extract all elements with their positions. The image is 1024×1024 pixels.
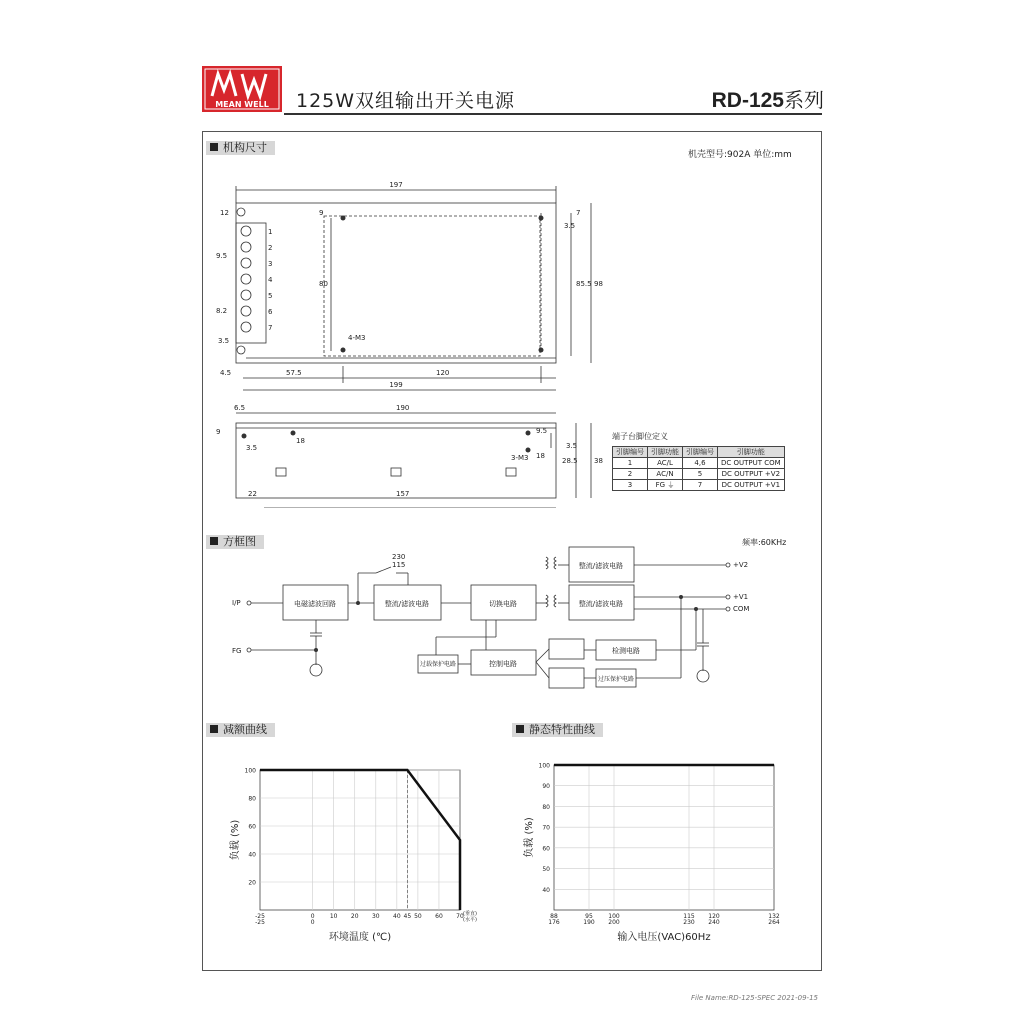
x-tick-label: 30 [371, 913, 380, 920]
dim-38: 38 [594, 457, 603, 465]
v1-label: +V1 [733, 593, 749, 601]
mean-well-logo [202, 66, 282, 112]
cell: FG ⏚ [648, 480, 683, 491]
terminal-num-1: 1 [268, 228, 273, 236]
dim-7: 7 [576, 209, 581, 217]
dim-side-18: 18 [296, 437, 305, 445]
olp-label: 过载保护电路 [419, 661, 457, 668]
y-tick-label: 40 [248, 851, 256, 859]
rect2-label: 整流/滤波电路 [578, 562, 624, 570]
pin-header-1: 引脚编号 [613, 447, 648, 458]
x-tick-label: 88 [550, 913, 558, 920]
x-tick-label: 70 [456, 913, 464, 920]
cell: DC OUTPUT +V1 [718, 480, 785, 491]
page-title: 125W双组输出开关电源 [296, 90, 516, 112]
optocoupler-1 [549, 639, 584, 659]
x-tick-label-second: 240 [708, 919, 720, 926]
com-label: COM [733, 605, 750, 613]
v2-label: +V2 [733, 561, 749, 569]
x-tick-label: 20 [350, 913, 359, 920]
dim-4-M3: 4-M3 [348, 334, 366, 342]
case-info: 机壳型号:902A 单位:mm [688, 150, 792, 160]
y-tick-label: 50 [542, 866, 550, 874]
dim-side-9: 9 [216, 428, 221, 436]
y-tick-label: 100 [244, 767, 256, 775]
x-tick-label: 45 [403, 913, 412, 920]
fg-label: FG [232, 647, 242, 655]
dim-80: 80 [319, 280, 328, 288]
dim-4.5: 4.5 [220, 369, 232, 377]
x-axis-label: 环境温度 (℃) [328, 932, 392, 943]
dim-12: 12 [220, 209, 229, 217]
terminal-num-2: 2 [268, 244, 273, 252]
static-chart [512, 760, 792, 960]
x-tick-label: 0 [310, 913, 315, 920]
y-axis-label: 负载 (%) [230, 819, 241, 861]
dim-8.2: 8.2 [216, 307, 228, 315]
y-tick-label: 80 [542, 803, 550, 811]
x-tick-label-second: 0 [310, 919, 315, 926]
plot-area [260, 770, 460, 910]
x-note-1: (垂直) [463, 911, 477, 917]
dim-side-18b: 18 [536, 452, 545, 460]
footer-filename: File Name:RD-125-SPEC 2021-09-15 [690, 994, 818, 1002]
terminal-num-3: 3 [268, 260, 273, 268]
x-axis-label: 输入电压(VAC)60Hz [617, 932, 711, 943]
cell: DC OUTPUT +V2 [718, 469, 785, 480]
cell: AC/N [648, 469, 683, 480]
pin-header-4: 引脚功能 [718, 447, 785, 458]
dim-phi3.5: 3.5 [218, 337, 230, 345]
cell: 7 [683, 480, 718, 491]
cell: AC/L [648, 458, 683, 469]
section-block-label: 方框图 [223, 535, 256, 548]
dim-28.5: 28.5 [562, 457, 578, 465]
cell: DC OUTPUT COM [718, 458, 785, 469]
y-tick-label: 70 [542, 824, 550, 832]
table-row [613, 469, 785, 480]
bullet-square-icon [516, 725, 524, 733]
x-tick-label: 40 [393, 913, 401, 920]
bullet-square-icon [210, 143, 218, 151]
table-row [613, 480, 785, 491]
y-tick-label: 60 [542, 845, 550, 853]
control-label: 控制电路 [489, 660, 517, 668]
section-static [512, 723, 603, 737]
cell: 3 [613, 480, 648, 491]
pin-table [612, 446, 785, 491]
x-tick-label-second: 200 [608, 919, 620, 926]
dim-190: 190 [396, 404, 410, 412]
dim-85.5: 85.5 [576, 280, 592, 288]
dim-9: 9 [319, 209, 324, 217]
x-tick-label: 132 [768, 913, 780, 920]
y-tick-label: 80 [248, 795, 256, 803]
dim-57.5: 57.5 [286, 369, 302, 377]
y-tick-label: 20 [248, 879, 256, 887]
model-label [712, 84, 824, 113]
section-mechanical-label: 机构尺寸 [223, 141, 267, 154]
section-derating-label: 减额曲线 [223, 723, 267, 736]
dim-9.5: 9.5 [216, 252, 228, 260]
detect-label: 检测电路 [612, 647, 640, 655]
pin-header-3: 引脚编号 [683, 447, 718, 458]
series-line [260, 770, 460, 910]
block-diagram [206, 545, 816, 705]
ip-label: I/P [232, 599, 241, 607]
header-rule [284, 113, 822, 115]
cell: 4,6 [683, 458, 718, 469]
terminal-num-6: 6 [268, 308, 273, 316]
terminal-screws [241, 226, 251, 332]
dim-120: 120 [436, 369, 450, 377]
dim-side-9.5: 9.5 [536, 427, 548, 435]
label-230: 230 [392, 553, 406, 561]
bullet-square-icon [210, 537, 218, 545]
dim-197: 197 [389, 181, 403, 189]
x-tick-label-second: 176 [548, 919, 560, 926]
model-suffix: 系列 [784, 88, 824, 112]
terminal-num-5: 5 [268, 292, 273, 300]
y-tick-label: 90 [542, 783, 550, 791]
side-view-outline [236, 423, 556, 498]
rect1-label: 整流/滤波电路 [384, 600, 430, 608]
x-tick-label: 60 [435, 913, 443, 920]
optocoupler-2 [549, 668, 584, 688]
label-115: 115 [392, 561, 406, 569]
dim-6.5: 6.5 [234, 404, 246, 412]
terminal-num-4: 4 [268, 276, 273, 284]
pin-table-header [613, 447, 785, 458]
cell: 1 [613, 458, 648, 469]
dim-199: 199 [389, 381, 403, 389]
switch-label: 切换电路 [489, 600, 517, 608]
section-static-label: 静态特性曲线 [529, 723, 595, 736]
table-row [613, 458, 785, 469]
pin-header-2: 引脚功能 [648, 447, 683, 458]
bullet-square-icon [210, 725, 218, 733]
x-note-2: (水平) [463, 917, 477, 923]
dim-side-3.5: 3.5 [246, 444, 258, 452]
y-axis-label: 负载 (%) [524, 817, 535, 858]
mechanical-drawing [206, 168, 606, 508]
rect3-label: 整流/滤波电路 [578, 600, 624, 608]
y-tick-label: 40 [542, 886, 550, 894]
dim-side-3.5b: 3.5 [566, 442, 578, 450]
x-tick-label: 50 [414, 913, 422, 920]
x-tick-label: 120 [708, 913, 720, 920]
y-tick-label: 100 [538, 762, 550, 770]
pin-table-title: 端子台脚位定义 [612, 432, 668, 441]
x-tick-label: 95 [585, 913, 593, 920]
x-tick-label-second: -25 [255, 919, 265, 926]
section-mechanical [206, 141, 275, 155]
model-code: RD-125 [711, 89, 784, 112]
section-derating [206, 723, 275, 737]
frequency-label: 频率:60KHz [742, 538, 787, 547]
dim-98: 98 [594, 280, 603, 288]
dim-3.5: 3.5 [564, 222, 576, 230]
emi-label: 电磁滤波回路 [294, 600, 336, 608]
x-tick-label-second: 264 [768, 919, 780, 926]
y-tick-label: 60 [248, 823, 256, 831]
top-view-outline [236, 203, 556, 363]
cell: 2 [613, 469, 648, 480]
x-tick-label: 10 [329, 913, 338, 920]
dim-22: 22 [248, 490, 257, 498]
dim-3-M3: 3-M3 [511, 454, 529, 462]
x-tick-label-second: 230 [683, 919, 695, 926]
terminal-num-7: 7 [268, 324, 273, 332]
cell: 5 [683, 469, 718, 480]
ovp-label: 过压保护电路 [597, 676, 635, 683]
x-tick-label: -25 [255, 913, 265, 920]
logo-text: MEAN WELL [215, 100, 269, 109]
derating-chart [215, 760, 495, 960]
x-tick-label: 100 [608, 913, 620, 920]
plot-area [554, 765, 774, 910]
x-tick-label: 115 [683, 913, 695, 920]
dim-157: 157 [396, 490, 410, 498]
x-tick-label-second: 190 [583, 919, 595, 926]
